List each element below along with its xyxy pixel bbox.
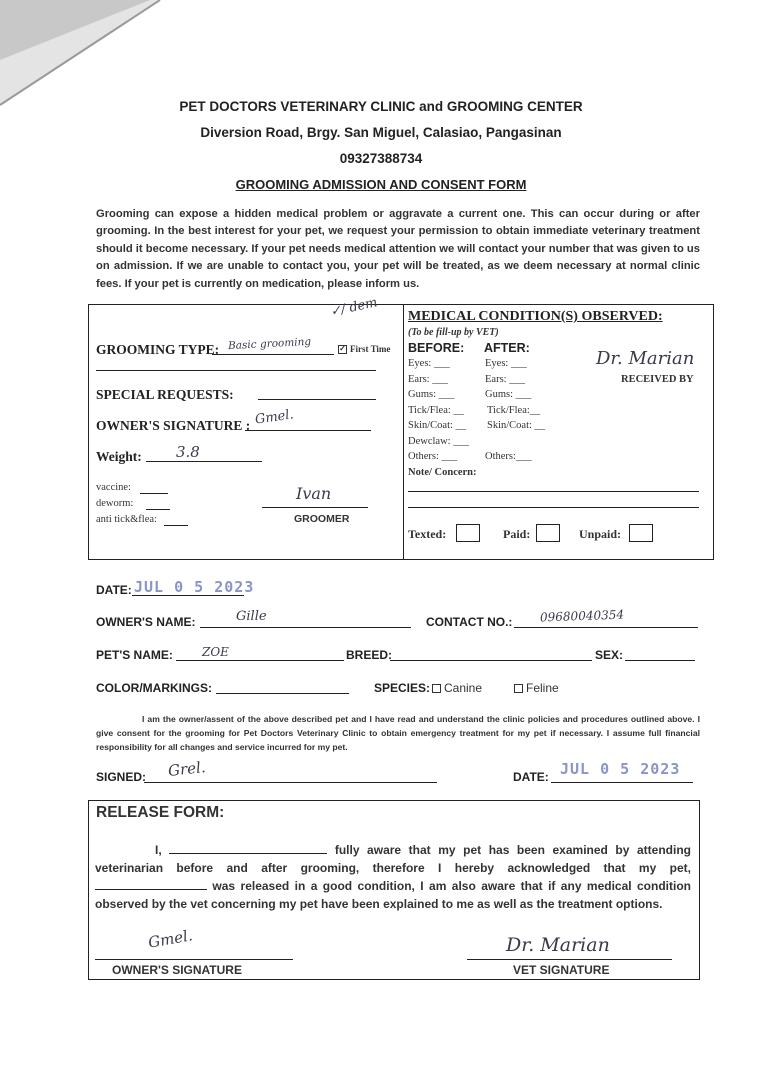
grooming-type-label: GROOMING TYPE: bbox=[96, 342, 220, 357]
owner-signature-field[interactable]: Gmel. bbox=[254, 407, 295, 428]
species-canine-checkbox[interactable] bbox=[432, 684, 441, 693]
before-others[interactable]: Others: ___ bbox=[408, 451, 458, 462]
release-pet-name-blank[interactable] bbox=[95, 877, 207, 890]
weight-line bbox=[146, 461, 262, 462]
date-stamp[interactable]: JUL 0 5 2023 bbox=[134, 578, 255, 596]
owner-name-field[interactable]: Gille bbox=[236, 609, 267, 624]
grooming-extra-line bbox=[96, 370, 376, 371]
signed-date-stamp[interactable]: JUL 0 5 2023 bbox=[560, 760, 681, 778]
release-paragraph bbox=[95, 841, 691, 913]
species-label: SPECIES: bbox=[374, 681, 431, 695]
texted-checkbox[interactable] bbox=[456, 524, 480, 542]
groomer-name-field[interactable]: Ivan bbox=[296, 484, 332, 503]
before-eyes[interactable]: Eyes: ___ bbox=[408, 358, 450, 369]
release-title: RELEASE FORM: bbox=[96, 804, 225, 821]
signed-label: SIGNED: bbox=[96, 770, 147, 784]
after-label: AFTER: bbox=[484, 341, 530, 355]
before-gums[interactable]: Gums: ___ bbox=[408, 389, 455, 400]
release-owner-signature-field[interactable]: Gmel. bbox=[146, 926, 194, 952]
owner-signature-line bbox=[245, 430, 371, 431]
section-divider bbox=[403, 304, 404, 560]
contact-field[interactable]: 09680040354 bbox=[539, 607, 625, 625]
deworm-label: deworm: bbox=[96, 498, 134, 509]
vet-signature-field[interactable]: Dr. Marian bbox=[506, 934, 610, 956]
sex-field[interactable] bbox=[625, 660, 695, 661]
unpaid-checkbox[interactable] bbox=[629, 524, 653, 542]
signed-line bbox=[144, 782, 437, 783]
antitick-label: anti tick&flea: bbox=[96, 514, 157, 525]
breed-field[interactable] bbox=[390, 660, 592, 661]
pet-name-line bbox=[176, 660, 344, 661]
after-skin-coat[interactable]: Skin/Coat: __ bbox=[487, 420, 546, 431]
note-line-2[interactable] bbox=[408, 507, 699, 508]
species-feline-label: Feline bbox=[526, 681, 559, 695]
release-owner-signature-label: OWNER'S SIGNATURE bbox=[112, 963, 242, 977]
contact-line bbox=[514, 627, 698, 628]
after-ears[interactable]: Ears: ___ bbox=[485, 374, 525, 385]
breed-label: BREED: bbox=[346, 648, 393, 662]
paid-checkbox[interactable] bbox=[536, 524, 560, 542]
antitick-field[interactable] bbox=[164, 525, 188, 526]
signed-field[interactable]: Grel. bbox=[167, 758, 207, 780]
intro-paragraph: Grooming can expose a hidden medical problem or aggravate a current one. This can occur during or after grooming. In the best interest for your pet, we request your permission to obtain immediate veterinary treatment should it become necessary. If your pet needs medical attention we will contact your number that was given to us on admission. If we are unable to contact you, your pet will be treated, as we deem necessary at normal clinic fees. If your pet is currently on medication, please inform us. bbox=[96, 208, 700, 290]
signed-date-label: DATE: bbox=[513, 770, 549, 784]
date-label: DATE: bbox=[96, 583, 132, 597]
deworm-field[interactable] bbox=[146, 509, 170, 510]
after-tick-flea[interactable]: Tick/Flea:__ bbox=[487, 405, 541, 416]
species-feline-option[interactable] bbox=[514, 681, 559, 695]
unpaid-label: Unpaid: bbox=[579, 527, 622, 541]
consent-paragraph: I am the owner/assent of the above described pet and I have read and understand the clinic policies and procedures outlined above. I give consent for the grooming for Pet Doctors Veterinary Clinic to obtain emergency treatment for my pet if necessary. I assume full financial responsibility for all changes and service incurred for my pet. bbox=[96, 714, 700, 752]
note-line-1[interactable] bbox=[408, 491, 699, 492]
release-text-part1: I, bbox=[155, 843, 162, 857]
weight-label: Weight: bbox=[96, 449, 142, 464]
before-skin-coat[interactable]: Skin/Coat: __ bbox=[408, 420, 467, 431]
clinic-name: PET DOCTORS VETERINARY CLINIC and GROOMING CENTER bbox=[179, 99, 583, 114]
vaccine-field[interactable] bbox=[140, 493, 168, 494]
first-time-option[interactable] bbox=[338, 344, 390, 354]
owner-name-line bbox=[200, 627, 411, 628]
species-canine-option[interactable] bbox=[432, 681, 482, 695]
species-feline-checkbox[interactable] bbox=[514, 684, 523, 693]
release-owner-name-blank[interactable] bbox=[169, 841, 327, 854]
before-dewclaw[interactable]: Dewclaw: ___ bbox=[408, 436, 469, 447]
medical-title: MEDICAL CONDITION(S) OBSERVED: bbox=[408, 309, 663, 324]
paid-label: Paid: bbox=[503, 527, 531, 541]
signed-date-line bbox=[551, 782, 693, 783]
after-others[interactable]: Others:___ bbox=[485, 451, 532, 462]
sex-label: SEX: bbox=[595, 648, 624, 662]
vaccine-label: vaccine: bbox=[96, 482, 131, 493]
color-markings-label: COLOR/MARKINGS: bbox=[96, 681, 212, 695]
form-title: GROOMING ADMISSION AND CONSENT FORM bbox=[235, 177, 527, 192]
after-eyes[interactable]: Eyes: ___ bbox=[485, 358, 527, 369]
release-text-part3: was released in a good condition, I am also aware that if any medical condition observed by the vet concerning my pet have been explained to me as well as the treatment options. bbox=[95, 879, 691, 911]
vet-signature-label: VET SIGNATURE bbox=[513, 963, 610, 977]
first-time-label: First Time bbox=[350, 344, 391, 354]
owner-signature-label: OWNER'S SIGNATURE : bbox=[96, 418, 251, 433]
release-text-part2: fully aware that my pet has been examined by attending veterinarian before and after grooming, therefore I hereby acknowledged that my pet, bbox=[95, 843, 691, 875]
vet-signature-line bbox=[467, 959, 672, 960]
before-label: BEFORE: bbox=[408, 341, 465, 355]
pet-name-field[interactable]: ZOE bbox=[202, 645, 229, 659]
medical-subtitle: (To be fill-up by VET) bbox=[408, 327, 499, 338]
top-annotation: ✓/ dem bbox=[328, 295, 379, 320]
received-by-signature[interactable]: Dr. Marian bbox=[596, 348, 695, 369]
contact-label: CONTACT NO.: bbox=[426, 615, 513, 629]
note-concern-label: Note/ Concern: bbox=[408, 467, 477, 478]
clinic-phone: 09327388734 bbox=[339, 151, 423, 166]
owner-name-label: OWNER'S NAME: bbox=[96, 615, 196, 629]
received-by-label: RECEIVED BY bbox=[621, 374, 694, 385]
after-gums[interactable]: Gums: ___ bbox=[485, 389, 532, 400]
groomer-line bbox=[262, 507, 368, 508]
before-ears[interactable]: Ears: ___ bbox=[408, 374, 448, 385]
first-time-checkbox[interactable]: ✓ bbox=[339, 344, 346, 354]
species-canine-label: Canine bbox=[444, 681, 483, 695]
before-tick-flea[interactable]: Tick/Flea: __ bbox=[408, 405, 464, 416]
weight-field[interactable]: 3.8 bbox=[176, 443, 200, 461]
color-markings-field[interactable] bbox=[216, 693, 349, 694]
special-requests-field[interactable] bbox=[258, 399, 376, 400]
grooming-type-line bbox=[212, 354, 334, 355]
texted-label: Texted: bbox=[408, 527, 447, 541]
groomer-label: GROOMER bbox=[294, 513, 350, 525]
special-requests-label: SPECIAL REQUESTS: bbox=[96, 387, 234, 402]
pet-name-label: PET'S NAME: bbox=[96, 648, 173, 662]
clinic-address: Diversion Road, Brgy. San Miguel, Calasiao, Pangasinan bbox=[200, 125, 562, 140]
release-owner-signature-line bbox=[95, 959, 293, 960]
grooming-type-field[interactable]: Basic grooming bbox=[227, 335, 312, 353]
